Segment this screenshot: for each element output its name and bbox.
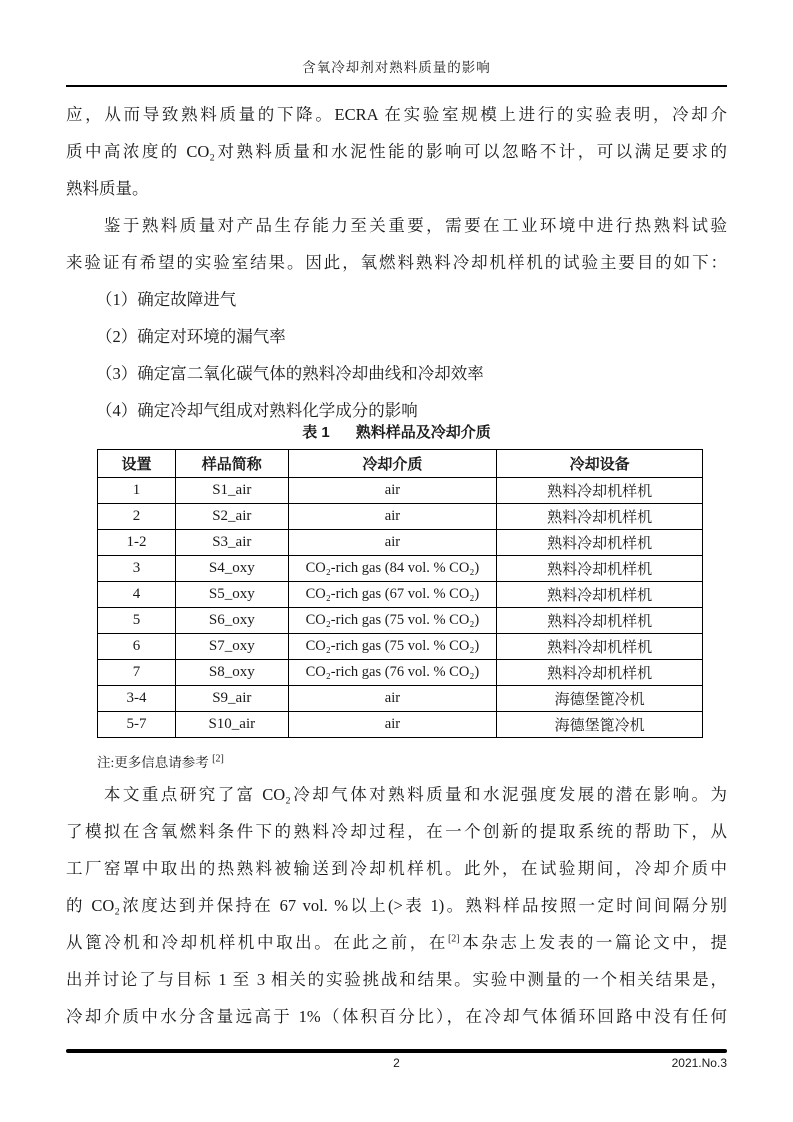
cell-medium: CO₂-rich gas (75 vol. % CO₂) xyxy=(288,634,497,660)
table-row xyxy=(98,608,703,634)
column-header-medium: 冷却介质 xyxy=(288,450,497,478)
cell-setting: 5-7 xyxy=(98,712,176,738)
running-header-title: 含氧冷却剂对熟料质量的影响 xyxy=(302,60,491,75)
paragraph-line: 工厂窑罩中取出的热熟料被输送到冷却机样机。此外，在试验期间，冷却介质中 xyxy=(66,859,727,878)
objective-item-3: （3）确定富二氧化碳气体的熟料冷却曲线和冷却效率 xyxy=(96,364,484,383)
cell-setting: 2 xyxy=(98,504,176,530)
cell-device: 熟料冷却机样机 xyxy=(497,556,703,582)
table-row xyxy=(98,712,703,738)
table-row xyxy=(98,686,703,712)
cell-sample: S8_oxy xyxy=(176,660,289,686)
cell-setting: 4 xyxy=(98,582,176,608)
paragraph-text: 从篦冷机和冷却机样机中取出。在此之前，在 xyxy=(66,933,448,952)
cell-medium: CO₂-rich gas (75 vol. % CO₂) xyxy=(288,608,497,634)
table-caption-label: 表 1 xyxy=(302,424,330,441)
paragraph-line: 质中高浓度的 CO₂对熟料质量和水泥性能的影响可以忽略不计，可以满足要求的 xyxy=(66,142,727,161)
cell-device: 熟料冷却机样机 xyxy=(497,634,703,660)
cell-sample: S6_oxy xyxy=(176,608,289,634)
table-row xyxy=(98,556,703,582)
table-row xyxy=(98,660,703,686)
cell-device: 熟料冷却机样机 xyxy=(497,660,703,686)
paragraph-line: 出并讨论了与目标 1 至 3 相关的实验挑战和结果。实验中测量的一个相关结果是， xyxy=(66,970,727,989)
footer-rule xyxy=(66,1049,727,1053)
cell-medium: air xyxy=(288,530,497,556)
cell-device: 海德堡篦冷机 xyxy=(497,686,703,712)
paragraph-line: 应，从而导致熟料质量的下降。ECRA 在实验室规模上进行的实验表明，冷却介 xyxy=(66,105,727,124)
paragraph-line: 的 CO₂浓度达到并保持在 67 vol. %以上(>表 1)。熟料样品按照一定时间间隔分别 xyxy=(66,896,727,915)
header-rule xyxy=(66,85,727,87)
cell-sample: S3_air xyxy=(176,530,289,556)
cell-setting: 3 xyxy=(98,556,176,582)
cell-device: 熟料冷却机样机 xyxy=(497,530,703,556)
table-row xyxy=(98,634,703,660)
cell-device: 熟料冷却机样机 xyxy=(497,504,703,530)
cell-medium: CO₂-rich gas (67 vol. % CO₂) xyxy=(288,582,497,608)
cell-setting: 6 xyxy=(98,634,176,660)
cell-medium: air xyxy=(288,478,497,504)
cell-setting: 1 xyxy=(98,478,176,504)
cell-sample: S9_air xyxy=(176,686,289,712)
body-text-lower xyxy=(66,776,727,1035)
column-header-setting: 设置 xyxy=(98,450,176,478)
issue-label: 2021.No.3 xyxy=(671,1056,727,1070)
table-caption-title: 熟料样品及冷却介质 xyxy=(355,424,491,441)
cell-sample: S5_oxy xyxy=(176,582,289,608)
cell-medium: air xyxy=(288,504,497,530)
objective-item-4: （4）确定冷却气组成对熟料化学成分的影响 xyxy=(96,401,418,420)
cell-sample: S2_air xyxy=(176,504,289,530)
cell-device: 熟料冷却机样机 xyxy=(497,582,703,608)
paragraph-text: 本杂志上发表的一篇论文中，提 xyxy=(459,933,727,952)
cell-setting: 5 xyxy=(98,608,176,634)
cell-setting: 3-4 xyxy=(98,686,176,712)
paragraph-line: 了模拟在含氧燃料条件下的熟料冷却过程，在一个创新的提取系统的帮助下，从 xyxy=(66,822,727,841)
column-header-sample: 样品简称 xyxy=(176,450,289,478)
table-row xyxy=(98,582,703,608)
paragraph-line: 本文重点研究了富 CO₂冷却气体对熟料质量和水泥强度发展的潜在影响。为 xyxy=(66,785,727,804)
table-note-reference: [2] xyxy=(212,753,224,765)
objective-item-2: （2）确定对环境的漏气率 xyxy=(96,327,286,346)
table-row xyxy=(98,530,703,556)
samples-table xyxy=(97,449,703,738)
cell-sample: S4_oxy xyxy=(176,556,289,582)
cell-setting: 1-2 xyxy=(98,530,176,556)
cell-device: 海德堡篦冷机 xyxy=(497,712,703,738)
paragraph-line: 鉴于熟料质量对产品生存能力至关重要，需要在工业环境中进行热熟料试验 xyxy=(66,216,727,235)
cell-sample: S7_oxy xyxy=(176,634,289,660)
table-row xyxy=(98,504,703,530)
cell-sample: S1_air xyxy=(176,478,289,504)
cell-medium: CO₂-rich gas (84 vol. % CO₂) xyxy=(288,556,497,582)
cell-setting: 7 xyxy=(98,660,176,686)
table-note-text: 注:更多信息请参考 xyxy=(97,755,213,770)
paragraph-line: 冷却介质中水分含量远高于 1%（体积百分比），在冷却气体循环回路中没有任何 xyxy=(66,1007,727,1026)
page-number: 2 xyxy=(393,1056,400,1070)
column-header-device: 冷却设备 xyxy=(497,450,703,478)
paragraph-line xyxy=(66,924,727,961)
objective-item-1: （1）确定故障进气 xyxy=(96,290,237,309)
cell-medium: air xyxy=(288,712,497,738)
citation-reference: [2] xyxy=(447,933,460,945)
cell-device: 熟料冷却机样机 xyxy=(497,478,703,504)
table-caption xyxy=(66,421,727,445)
body-text-upper xyxy=(66,96,727,429)
cell-medium: CO₂-rich gas (76 vol. % CO₂) xyxy=(288,660,497,686)
paragraph-line: 熟料质量。 xyxy=(66,179,149,198)
cell-device: 熟料冷却机样机 xyxy=(497,608,703,634)
table-header-row xyxy=(98,450,703,478)
table-note xyxy=(97,753,224,773)
cell-sample: S10_air xyxy=(176,712,289,738)
table-row xyxy=(98,478,703,504)
cell-medium: air xyxy=(288,686,497,712)
paragraph-line: 来验证有希望的实验室结果。因此，氧燃料熟料冷却机样机的试验主要目的如下： xyxy=(66,253,727,272)
